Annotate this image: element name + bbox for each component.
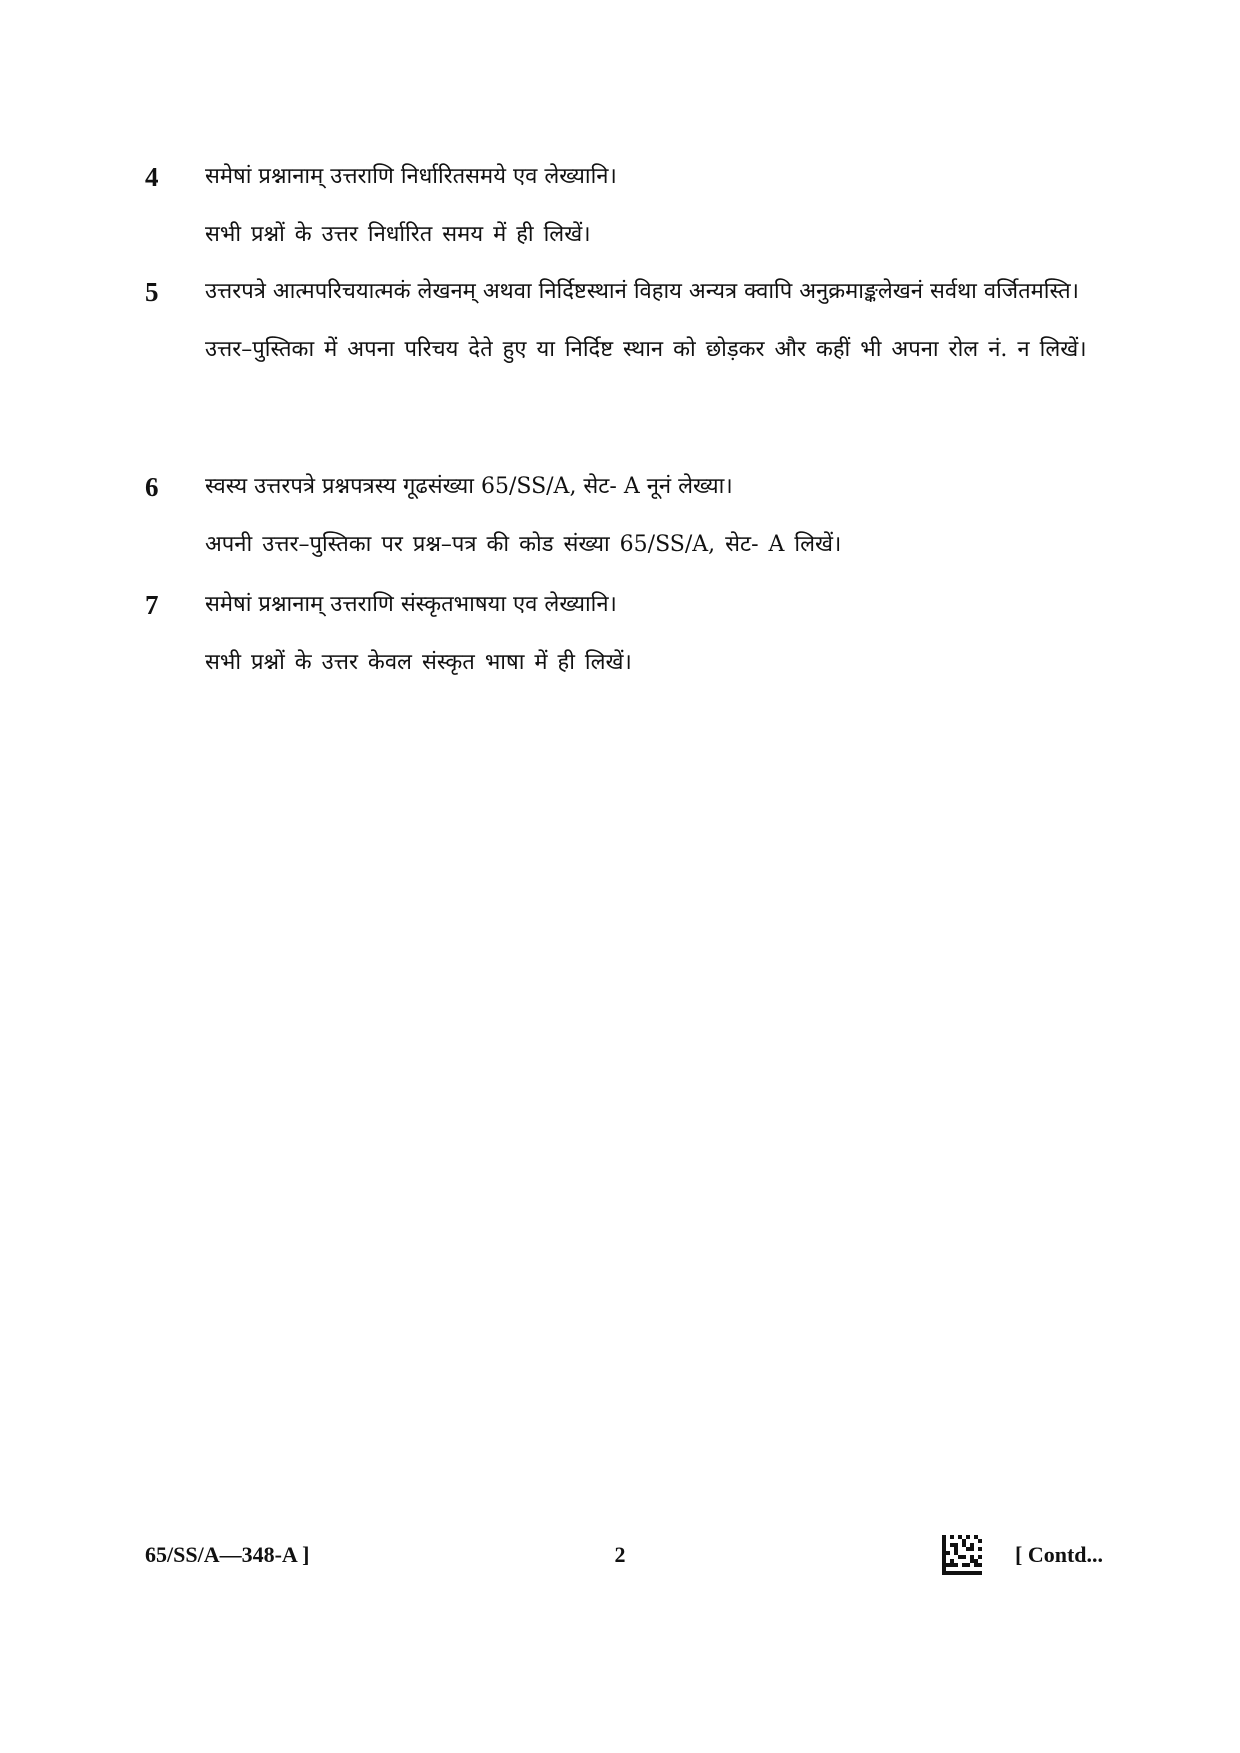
instruction-body (205, 585, 1135, 683)
instruction-5 (145, 272, 1135, 442)
instruction-hindi: सभी प्रश्नों के उत्तर केवल संस्कृत भाषा में ही लिखें। (205, 650, 632, 675)
instruction-number: 7 (145, 590, 159, 620)
paper-code: 65/SS/A—348-A ] (145, 1542, 310, 1567)
instruction-6 (145, 467, 1135, 567)
instruction-sanskrit: समेषां प्रश्नानाम् उत्तराणि संस्कृतभाषया एव लेख्यानि। (205, 592, 617, 617)
instruction-number: 4 (145, 162, 159, 192)
instruction-body (205, 272, 1135, 370)
qr-code-icon (942, 1535, 982, 1575)
instruction-7 (145, 585, 1135, 685)
instruction-sanskrit: उत्तरपत्रे आत्मपरिचयात्मकं लेखनम् अथवा निर्दिष्टस्थानं विहाय अन्यत्र क्वापि अनुक्रमाङ्कलेखनं सर्वथा वर्जितमस्ति। (205, 279, 1079, 304)
instruction-number: 6 (145, 472, 159, 502)
instruction-hindi: सभी प्रश्नों के उत्तर निर्धारित समय में ही लिखें। (205, 222, 591, 247)
instruction-sanskrit: स्वस्य उत्तरपत्रे प्रश्नपत्रस्य गूढसंख्या 65/SS/A, सेट- A नूनं लेख्या। (205, 474, 733, 499)
instruction-sanskrit: समेषां प्रश्नानाम् उत्तराणि निर्धारितसमये एव लेख्यानि। (205, 164, 617, 189)
instruction-4 (145, 157, 1135, 247)
page-footer (0, 1535, 1240, 1575)
page-number: 2 (614, 1542, 626, 1567)
instruction-body (205, 157, 1135, 255)
instruction-hindi: उत्तर–पुस्तिका में अपना परिचय देते हुए या निर्दिष्ट स्थान को छोड़कर और कहीं भी अपना रोल नं. न लिखें। (205, 337, 1087, 362)
continued-label: [ Contd... (1015, 1542, 1104, 1567)
instruction-hindi: अपनी उत्तर–पुस्तिका पर प्रश्न–पत्र की कोड संख्या 65/SS/A, सेट- A लिखें। (205, 532, 842, 557)
instruction-number: 5 (145, 277, 159, 307)
instruction-body (205, 467, 1135, 565)
